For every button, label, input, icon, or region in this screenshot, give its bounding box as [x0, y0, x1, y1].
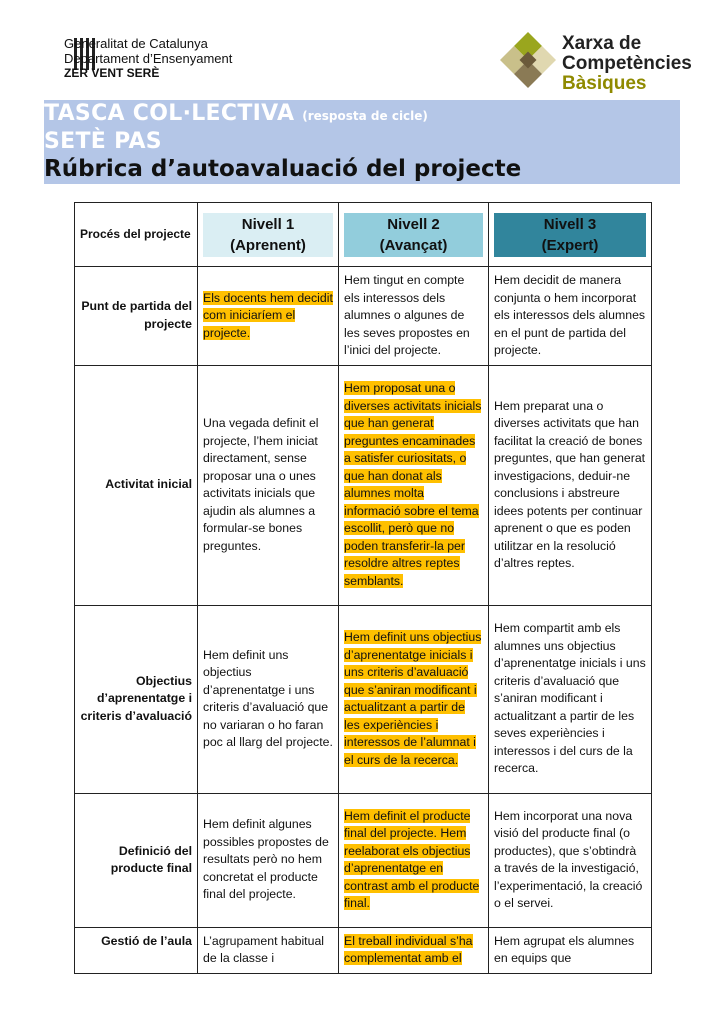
- table-cell: [198, 267, 339, 366]
- table-cell: Hem preparat una o diverses activitats que han facilitat la creació de bones preguntes, que han generat investigacions, deduir-ne conclusions i abstreure idees potents per continuar aprenent o que es poden utilitzar en la resolució d’altres reptes.: [489, 365, 652, 605]
- row-label: Activitat inicial: [75, 365, 198, 605]
- level-2-tag: (Avançat): [379, 236, 448, 254]
- table-row: [75, 793, 652, 927]
- table-cell: [339, 793, 489, 927]
- highlighted-text: Hem proposat una o diverses activitats inicials que han generat preguntes encaminades a satisfer curiositats, o que han donat als alumnes molta informació sobre el tema escollit, però que no poden transferir-la per resoldre altres reptes semblants.: [344, 381, 482, 588]
- level-2-header: [339, 203, 489, 267]
- highlighted-text: Els docents hem decidit com iniciaríem el projecte.: [203, 290, 333, 340]
- level-3-header: [489, 203, 652, 267]
- table-cell: Hem definit algunes possibles propostes de resultats però no hem concretat el producte final del projecte.: [198, 793, 339, 927]
- row-label: Definició del producte final: [75, 793, 198, 927]
- diamond-logo-icon: [500, 32, 558, 92]
- table-row: [75, 927, 652, 973]
- table-cell: Hem decidit de manera conjunta o hem incorporat els interessos dels alumnes en el punt de partida del projecte.: [489, 267, 652, 366]
- table-header-row: [75, 203, 652, 267]
- network-name-line1: Xarxa de: [562, 33, 642, 54]
- table-cell: Hem definit uns objectius d’aprenentatge i uns criteris d’avaluació que no variaran o ho faran poc al llarg del projecte.: [198, 605, 339, 793]
- rubric-table: [74, 202, 652, 974]
- task-title-note: (resposta de cicle): [302, 109, 428, 123]
- level-1-header: [198, 203, 339, 267]
- department-name: Departament d’Ensenyament: [64, 51, 233, 66]
- highlighted-text: Hem definit el producte final del projecte. Hem reelaborat els objectius d’aprenentatge en contrast amb el producte final.: [344, 808, 480, 910]
- school-name: ZER VENT SERÈ: [64, 66, 160, 80]
- page-title: Rúbrica d’autoavaluació del projecte: [44, 156, 522, 182]
- table-cell: [339, 927, 489, 973]
- table-row: [75, 605, 652, 793]
- row-label: Gestió de l’aula: [75, 927, 198, 973]
- table-cell: L’agrupament habitual de la classe i: [198, 927, 339, 973]
- table-cell: [339, 605, 489, 793]
- table-cell: Hem incorporat una nova visió del producte final (o productes), que s’obtindrà a través de la investigació, l’experimentació, la creació o el servei.: [489, 793, 652, 927]
- page-header: [0, 0, 724, 100]
- process-column-header: Procés del projecte: [75, 203, 198, 267]
- network-logo: [500, 32, 710, 98]
- table-cell: [339, 365, 489, 605]
- level-1-tag: (Aprenent): [230, 236, 306, 254]
- institution-block: [64, 36, 232, 81]
- institution-name: Generalitat de Catalunya: [64, 36, 208, 51]
- table-row: [75, 365, 652, 605]
- level-3-tag: (Expert): [541, 236, 599, 254]
- table-cell: Hem tingut en compte els interessos dels alumnes o algunes de les seves propostes en l’inici del projecte.: [339, 267, 489, 366]
- table-cell: Hem agrupat els alumnes en equips que: [489, 927, 652, 973]
- table-cell: Una vegada definit el projecte, l’hem iniciat directament, sense proposar una o unes activitats inicials que ajudin als alumnes a formular-se bones preguntes.: [198, 365, 339, 605]
- task-title: TASCA COL·LECTIVA: [44, 101, 295, 126]
- table-cell: Hem compartit amb els alumnes uns objectius d’aprenentatge inicials i uns criteris d’avaluació que s’aniran modificant i actualitzant a partir de les seves experiències i interessos i del curs de la recerca.: [489, 605, 652, 793]
- level-2-name: Nivell 2: [387, 215, 440, 233]
- level-1-name: Nivell 1: [241, 215, 295, 233]
- level-3-name: Nivell 3: [543, 215, 597, 233]
- table-row: [75, 267, 652, 366]
- step-title: SETÈ PAS: [44, 129, 162, 154]
- network-name-line2: Competències: [562, 53, 692, 74]
- row-label: Punt de partida del projecte: [75, 267, 198, 366]
- row-label: Objectius d’aprenentatge i criteris d’avaluació: [75, 605, 198, 793]
- title-banner: [44, 100, 680, 184]
- network-name-line3: Bàsiques: [562, 73, 647, 94]
- highlighted-text: El treball individual s’ha complementat amb el: [344, 933, 473, 965]
- highlighted-text: Hem definit uns objectius d’aprenentatge inicials i uns criteris d’avaluació que s’aniran modificant i actualitzant a partir de les experiències i interessos de l’alumnat i el curs de la recerca.: [344, 630, 482, 767]
